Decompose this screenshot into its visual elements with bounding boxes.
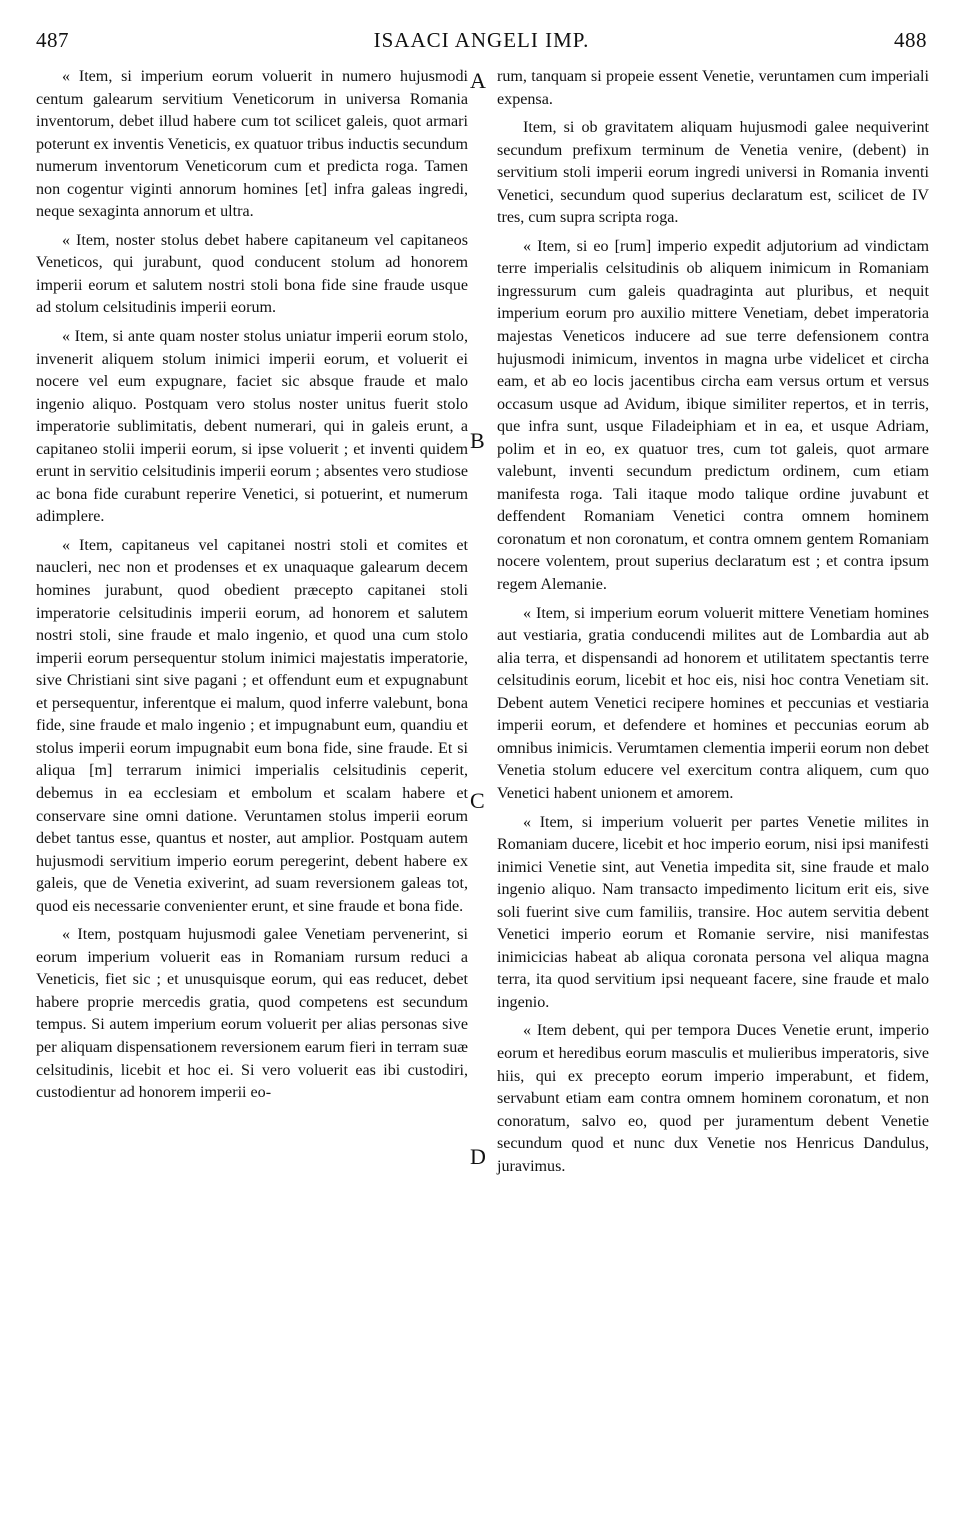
- paragraph: « Item, postquam hujusmodi galee Venetiam pervenerint, si eorum imperium voluerit eas in Romaniam rursum reduci a Veneticis, fiet sic ; et unusquisque eorum, qui eas reducet, debet habere proprie mercedis gratia, quod competens est secundum tempus. Si autem imperium eorum voluerit per alias personas sive per aliquam dispensationem reversionem earum fieri in terram suæ celsitudinis, licebit et hoc ei. Si vero voluerit eas ibi custodiri, custodientur ad honorem imperii eo-: [36, 926, 468, 1102]
- paragraph: « Item, si eo [rum] imperio expedit adjutorium ad vindictam terre imperialis celsitudinis ob aliquem inimicum in Romaniam ingressurum cum galeis quadraginta aut pluribus, et nequit imperium eorum pro auxilio mittere Venetiam, debet imperatoria majestas Veneticos inducere ad sue terre defensionem contra hujusmodi inimicum, inventos in magna urbe videlicet et circha eam, et ab eo locis jacentibus circha eam versus ortum et versus occasum usque ad Avidum, ibique similiter repertos, et in terris, que infra sunt, usque Filadeiphiam et in ea, et usque Adriam, polim et in eo, ex quatuor tres, cum tot galeis, quot armare valebunt, inventi secundum predictum ordinem, cum etiam manifesta roga. Tali itaque modo talique ordine juvabunt et deffendent Romaniam Venetici contra omnem hominem coronatum et non coronatum, et contra omnem gentem Romaniam nocere volentem, prout superius declaratum est ; et contra ipsum regem Alemanie.: [497, 237, 929, 594]
- page-number-right: 488: [894, 28, 927, 52]
- margin-marker-d: D: [470, 1144, 486, 1169]
- paragraph: « Item, capitaneus vel capitanei nostri stoli et comites et naucleri, nec non et prodenses et ex unaquaque galearum decem homines jurabunt, quod obedient præcepto capitanei stoli imperatorie celsitudinis imperii eorum, ad honorem et salutem nostri stoli, sine fraude et malo ingenio, et quod una cum stolo imperii eorum persequentur stolum inimici majestatis imperatorie, sive Christiani sint sive pagani ; et offendunt eum et expugnabunt et persequentur, inferentque ei malum, quod inferre valebunt, bona fide, sine fraude et malo ingenio ; et impugnabunt eum, quandiu et stolus imperii eorum impugnabit eum bona fide, sine fraude. Et si aliqua [m] terrarum inimici imperialis celsitudinis ceperit, debemus in ea ecclesiam et embolum et scalam habere et conservare sine omni datione. Veruntamen stolus imperii eorum debet tantus esse, quantus et noster, aut amplior. Postquam autem hujusmodi servitium imperio eorum peregerint, debent habere ex galeis, que de Venetia exiverint, ad suam reversionem galeas tot, quod eis necessarie convenienter erunt, et sine fraude et bona fide.: [36, 536, 468, 915]
- paragraph: « Item, si imperium eorum voluerit mittere Venetiam homines aut vestiaria, gratia conducendi milites aut de Lombardia aut ab alia terra, et dispensandi ad honorem et utilitatem spectantis terre celsitudinis eorum, licebit et hoc eis, nisi hoc contra Venetiam sit. Debent autem Venetici recipere homines et peccunias et vestiaria imperii eorum, et defendere et homines et peccunias eorum ab omnibus inimicis. Verumtamen clementia imperii eorum non debet Venetia stolum educere vel exercitum contra aliquem, cum quo Venetici habent unionem et amorem.: [497, 604, 929, 802]
- paragraph: « Item debent, qui per tempora Duces Venetie erunt, imperio eorum et heredibus eorum masculis et mulieribus imperatoris, sive hiis, qui ex precepto eorum imperio imperabunt, et fidem, servabunt etiam eam contra omnem hominem coronatum, et non conoratum, salvo eo, quod per juramentum debent Venetie secundum quod et nunc dux Venetie nos Henricus Dandulus, juravimus.: [497, 1022, 929, 1175]
- running-title: ISAACI ANGELI IMP.: [373, 28, 590, 52]
- page-header: [36, 28, 927, 60]
- margin-marker-c: C: [470, 788, 485, 813]
- paragraph: rum, tanquam si propeie essent Venetie, veruntamen cum imperiali expensa.: [497, 68, 929, 108]
- paragraph: « Item, si imperium eorum voluerit in numero hujusmodi centum galearum servitium Veneticorum in universa Romania inventorum, debet illud habere cum tot scilicet galeis, quot armari poterunt ex inventis Veneticis, ex quatuor tribus inductis secundum numerum inventorum Veneticorum cum et predicta roga. Tamen non cogentur viginti annorum homines [et] infra galeas ingredi, neque sexaginta annorum et ultra.: [36, 68, 468, 221]
- page-number-left: 487: [36, 28, 69, 52]
- margin-marker-a: A: [470, 68, 486, 93]
- paragraph: « Item, noster stolus debet habere capitaneum vel capitaneos Veneticos, qui jurabunt, quod conducent stolum ad honorem imperii eorum et salutem nostri stoli bona fide sine fraude usque ad stolum celsitudinis imperii eorum.: [36, 231, 468, 317]
- paragraph: « Item, si imperium voluerit per partes Venetie milites in Romaniam ducere, licebit et hoc imperio eorum, nisi ipsi manifesti inimici Venetie sint, aut Venetia impedita sit, sine fraude et malo ingenio aliquo. Nam transacto impedimento licitum erit eis, sive soli fuerint sive cum familiis, transire. Hoc autem servitia debent Venetici imperio eorum et Romanie servire, nisi manifestas inimicicias habeat ab aliqua coronata persona vel aliqua magna terra, ita quod servitium ipsi nequeant facere, sine fraude et malo ingenio.: [497, 813, 929, 1011]
- paragraph: « Item, si ante quam noster stolus uniatur imperii eorum stolo, invenerit aliquem stolum inimici imperii eorum, et voluerit ei nocere vel eum expugnare, faciet sic absque fraude et malo ingenio aliquo. Postquam vero stolus noster unitus fuerit stolo imperatorie sublimitatis, debent numerari, qui in galeis erunt, a capitaneo stolii imperii eorum, si ipse voluerit ; et inventi quidem erunt in servitio celsitudinis imperii eorum ; absentes vero studiose ac bona fide curabunt reperire Venetici, si potuerint, et numerum adimplere.: [36, 328, 468, 526]
- margin-marker-b: B: [470, 428, 485, 453]
- left-column: [36, 66, 468, 1111]
- right-column: [497, 66, 929, 1184]
- paragraph: Item, si ob gravitatem aliquam hujusmodi galee nequiverint secundum prefixum terminum de Venetia venire, (debent) in servitium stoli imperii eorum ingredi universi in Romania inventi Venetici, secundum quod superius declaratum est, scilicet de IV tres, cum supra scripta roga.: [497, 119, 929, 227]
